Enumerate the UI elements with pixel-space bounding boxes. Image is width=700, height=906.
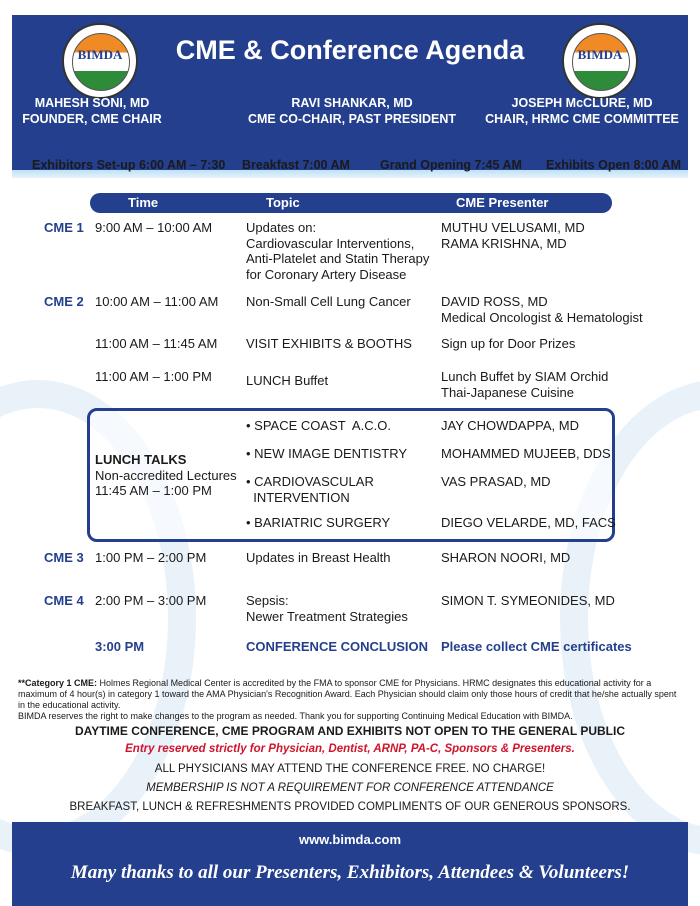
cme-label: CME 3 [44, 550, 84, 565]
topic-cell: Sepsis: Newer Treatment Strategies [246, 593, 408, 624]
officer: JOSEPH McCLURE, MD CHAIR, HRMC CME COMMITTEE [485, 96, 679, 126]
website-link[interactable]: www.bimda.com [298, 832, 402, 847]
column-header-topic: Topic [266, 195, 300, 210]
time-cell: 1:00 PM – 2:00 PM [95, 550, 207, 565]
lunch-talk-topic: • SPACE COAST A.C.O. [246, 418, 391, 433]
lunch-talk-presenter: VAS PRASAD, MD [441, 474, 551, 489]
free-notice: ALL PHYSICIANS MAY ATTEND THE CONFERENCE FREE. NO CHARGE! [154, 763, 546, 775]
presenter-cell: Please collect CME certificates [441, 639, 632, 654]
presenter-cell: SHARON NOORI, MD [441, 550, 571, 565]
table-header [90, 193, 612, 213]
presenter-cell: DAVID ROSS, MD Medical Oncologist & Hematologist [441, 294, 643, 325]
entry-notice: Entry reserved strictly for Physician, Dentist, ARNP, PA-C, Sponsors & Presenters. [125, 743, 575, 755]
column-header-time: Time [128, 195, 159, 210]
schedule-item: Grand Opening 7:45 AM [380, 158, 522, 172]
time-cell: 2:00 PM – 3:00 PM [95, 593, 207, 608]
time-cell: 11:00 AM – 11:45 AM [95, 336, 218, 351]
schedule-item: Exhibitors Set-up 6:00 AM – 7:30 [32, 158, 226, 172]
time-cell: 10:00 AM – 11:00 AM [95, 294, 219, 309]
cme-label: CME 4 [44, 593, 84, 608]
thanks-message: Many thanks to all our Presenters, Exhibitors, Attendees & Volunteers! [70, 862, 630, 883]
cme-label: CME 2 [44, 294, 84, 309]
lunch-talks-label: LUNCH TALKS Non-accredited Lectures 11:45 AM – 1:00 PM [95, 452, 237, 498]
schedule-item: Breakfast 7:00 AM [242, 158, 350, 172]
topic-cell: Updates in Breast Health [246, 550, 391, 565]
lunch-talk-presenter: MOHAMMED MUJEEB, DDS [441, 446, 611, 461]
presenter-cell: Lunch Buffet by SIAM Orchid Thai-Japanese Cuisine [441, 369, 609, 400]
column-header-presenter: CME Presenter [456, 195, 549, 210]
bimda-logo: BIMDA [562, 23, 638, 99]
footer-banner [12, 822, 688, 906]
public-notice: DAYTIME CONFERENCE, CME PROGRAM AND EXHIBITS NOT OPEN TO THE GENERAL PUBLIC [74, 724, 626, 738]
presenter-cell: Sign up for Door Prizes [441, 336, 576, 351]
topic-cell: LUNCH Buffet [246, 373, 329, 388]
cme-disclaimer: **Category 1 CME: Holmes Regional Medical Center is accredited by the FMA to sponsor CME for Physicians. HRMC designates this educational activity for a maximum of 4 hour(s) in category 1 toward the AMA Physician's Recognition Award. Each Physician should claim only those hours of credit that he/she actually spent in the educational activity. BIMDA reserves the right to make changes to the program as needed. Thank you for supporting Continuing Medical Education with BIMDA. [18, 678, 677, 721]
time-cell: 11:00 AM – 1:00 PM [95, 369, 212, 384]
officer: RAVI SHANKAR, MD CME CO-CHAIR, PAST PRESIDENT [247, 96, 457, 126]
membership-notice: MEMBERSHIP IS NOT A REQUIREMENT FOR CONFERENCE ATTENDANCE [146, 782, 554, 794]
lunch-talk-topic: • BARIATRIC SURGERY [246, 515, 391, 530]
lunch-talk-topic: • NEW IMAGE DENTISTRY [246, 446, 408, 461]
presenter-cell: MUTHU VELUSAMI, MD RAMA KRISHNA, MD [441, 220, 585, 251]
topic-cell: Non-Small Cell Lung Cancer [246, 294, 411, 309]
topic-cell: CONFERENCE CONCLUSION [246, 639, 429, 654]
lunch-talk-presenter: JAY CHOWDAPPA, MD [441, 418, 579, 433]
lunch-talk-presenter: DIEGO VELARDE, MD, FACS [441, 515, 616, 530]
page-title: CME & Conference Agenda [175, 35, 525, 65]
bimda-logo: BIMDA [62, 23, 138, 99]
officer: MAHESH SONI, MD FOUNDER, CME CHAIR [22, 96, 162, 126]
cme-label: CME 1 [44, 220, 84, 235]
topic-cell: Updates on: Cardiovascular Interventions, Anti-Platelet and Statin Therapy for Coronary Artery Disease [246, 220, 430, 282]
topic-cell: VISIT EXHIBITS & BOOTHS [246, 336, 412, 351]
header-banner [12, 15, 688, 170]
time-cell: 3:00 PM [95, 639, 145, 654]
sponsor-notice: BREAKFAST, LUNCH & REFRESHMENTS PROVIDED COMPLIMENTS OF OUR GENEROUS SPONSORS. [69, 801, 631, 813]
time-cell: 9:00 AM – 10:00 AM [95, 220, 213, 235]
presenter-cell: SIMON T. SYMEONIDES, MD [441, 593, 615, 608]
lunch-talk-topic: • CARDIOVASCULAR INTERVENTION [246, 474, 374, 505]
schedule-item: Exhibits Open 8:00 AM [546, 158, 681, 172]
